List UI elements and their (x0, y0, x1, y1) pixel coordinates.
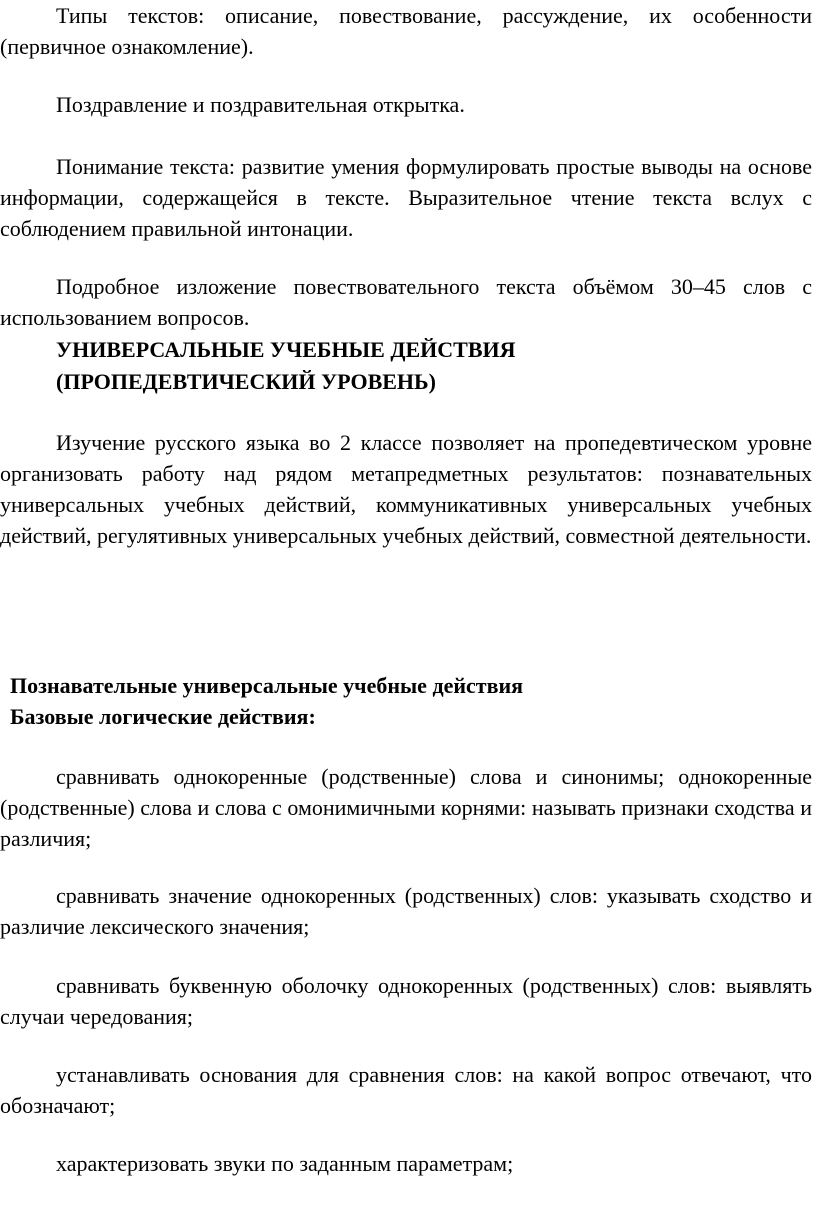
section-heading-line1: УНИВЕРСАЛЬНЫЕ УЧЕБНЫЕ ДЕЙСТВИЯ (56, 337, 516, 362)
list-item: устанавливать основания для сравнения слов: на какой вопрос отвечают, что обозначают; (0, 1062, 812, 1118)
list-item: сравнивать буквенную оболочку однокоренных (родственных) слов: выявлять случаи чередования; (0, 973, 812, 1029)
list-item: сравнивать однокоренные (родственные) слова и синонимы; однокоренные (родственные) слова и слова с омонимичными корнями: называть признаки сходства и различия; (0, 764, 812, 851)
paragraph-text-types: Типы текстов: описание, повествование, рассуждение, их особенности (первичное ознакомление). (0, 3, 812, 59)
paragraph-greeting-card: Поздравление и поздравительная открытка. (56, 92, 465, 117)
list-item: сравнивать значение однокоренных (родственных) слов: указывать сходство и различие лексического значения; (0, 883, 812, 939)
paragraph-text-understanding: Понимание текста: развитие умения формулировать простые выводы на основе информации, содержащейся в тексте. Выразительное чтение текста вслух с соблюдением правильной интонации. (0, 154, 812, 241)
paragraph-detailed-summary: Подробное изложение повествовательного текста объёмом 30–45 слов с использованием вопросов. (0, 274, 812, 330)
section-heading-line2: (ПРОПЕДЕВТИЧЕСКИЙ УРОВЕНЬ) (56, 369, 436, 394)
list-item: характеризовать звуки по заданным параметрам; (56, 1151, 514, 1176)
paragraph-intro-metasubject: Изучение русского языка во 2 классе позволяет на пропедевтическом уровне организовать работу над рядом метапредметных результатов: познавательных универсальных учебных действий, коммуникативных универсальных учебных действий, регулятивных универсальных учебных действий, совместной деятельности. (0, 430, 812, 548)
subheading-basic-logical-actions: Базовые логические действия: (10, 704, 316, 729)
subheading-cognitive-actions: Познавательные универсальные учебные действия (10, 673, 524, 698)
